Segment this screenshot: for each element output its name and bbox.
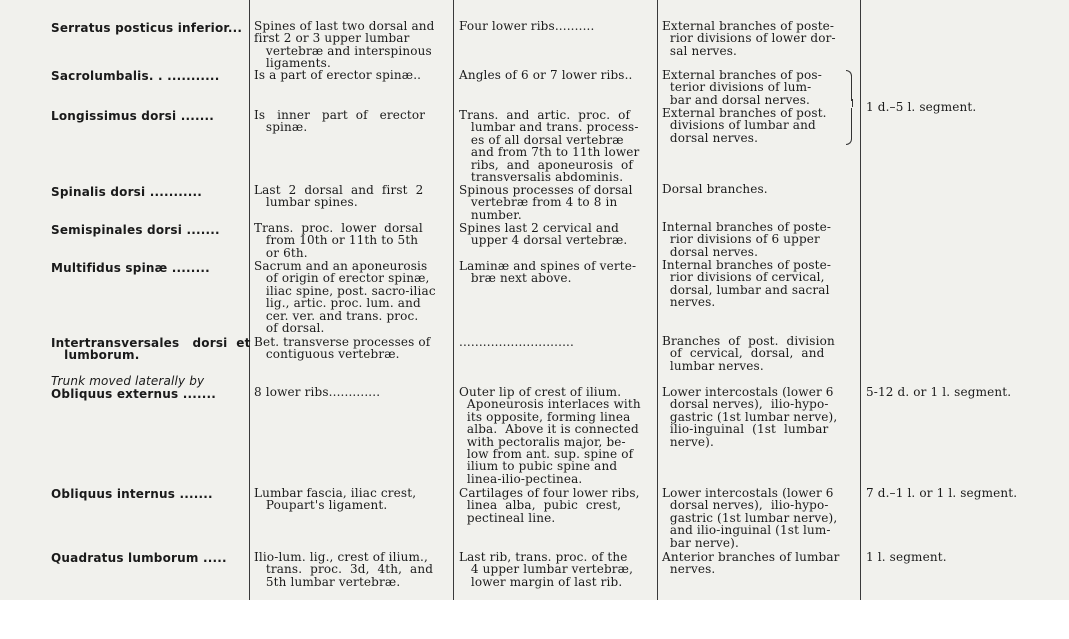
origin-cell: 8 lower ribs............. <box>254 385 381 399</box>
muscle-name: Intertransversales dorsi et lumborum. <box>51 336 251 363</box>
insertion-cell: Cartilages of four lower ribs, linea alba, pubic crest, pectineal line. <box>459 486 640 525</box>
column-divider <box>657 0 658 600</box>
muscle-name: Semispinales dorsi ....... <box>51 223 220 237</box>
muscle-name: Longissimus dorsi ....... <box>51 109 214 123</box>
origin-cell: Ilio-lum. lig., crest of ilium., trans. proc. 3d, 4th, and 5th lumbar vertebræ. <box>254 550 434 589</box>
segment-cell: 7 d.–1 l. or 1 l. segment. <box>866 486 1018 500</box>
insertion-cell: Outer lip of crest of ilium. Aponeurosis interlaces with its opposite, forming linea alba. Above it is connected with pectoralis major, be- low from ant. sup. spine of ilium to pubic spine and linea-ilio-pectinea. <box>459 385 641 486</box>
nerve-cell: Internal branches of poste- rior divisions of cervical, dorsal, lumbar and sacral nerves. <box>662 258 832 310</box>
segment-cell: 1 d.–5 l. segment. <box>866 100 977 114</box>
page-margin <box>0 600 1069 639</box>
muscle-name: Obliquus externus ....... <box>51 387 217 401</box>
muscle-name: Obliquus internus ....... <box>51 487 213 501</box>
insertion-cell: Last rib, trans. proc. of the 4 upper lumbar vertebræ, lower margin of last rib. <box>459 550 634 589</box>
muscle-name: Sacrolumbalis. . ........... <box>51 69 220 83</box>
insertion-cell: Trans. and artic. proc. of lumbar and trans. process- es of all dorsal vertebræ and from 7th to 11th lower ribs, and aponeurosis of transversalis abdominis. <box>459 108 640 185</box>
segment-cell: 5-12 d. or 1 l. segment. <box>866 385 1012 399</box>
origin-cell: Last 2 dorsal and first 2 lumbar spines. <box>254 183 424 210</box>
nerve-cell: Branches of post. division of cervical, dorsal, and lumbar nerves. <box>662 334 835 373</box>
muscle-name: Spinalis dorsi ........... <box>51 185 203 199</box>
origin-cell: Bet. transverse processes of contiguous vertebræ. <box>254 335 431 362</box>
origin-cell: Lumbar fascia, iliac crest, Poupart's ligament. <box>254 486 417 513</box>
nerve-cell: External branches of post. divisions of lumbar and dorsal nerves. <box>662 106 827 145</box>
nerve-cell: Dorsal branches. <box>662 182 768 196</box>
insertion-cell: Four lower ribs.......... <box>459 19 595 33</box>
origin-cell: Trans. proc. lower dorsal from 10th or 11th to 5th or 6th. <box>254 221 423 260</box>
muscle-name: Multifidus spinæ ........ <box>51 261 210 275</box>
origin-cell: Spines of last two dorsal and first 2 or 3 upper lumbar vertebræ and interspinous ligaments. <box>254 19 435 71</box>
insertion-cell: Spinous processes of dorsal vertebræ from 4 to 8 in number. <box>459 183 633 222</box>
nerve-cell: Internal branches of poste- rior divisions of 6 upper dorsal nerves. <box>662 220 832 259</box>
insertion-cell: Angles of 6 or 7 lower ribs.. <box>459 68 633 82</box>
column-divider <box>453 0 454 600</box>
nerve-cell: External branches of pos- terior divisions of lum- bar and dorsal nerves. <box>662 68 822 107</box>
nerve-cell: Lower intercostals (lower 6 dorsal nerves), ilio-hypo- gastric (1st lumbar nerve), ilio-inguinal (1st lumbar nerve). <box>662 385 838 449</box>
origin-cell: Is inner part of erector spinæ. <box>254 108 426 135</box>
bracket-tip <box>852 99 858 107</box>
origin-cell: Sacrum and an aponeurosis of origin of erector spinæ, iliac spine, post. sacro-iliac lig., artic. proc. lum. and cer. ver. and trans. proc. of dorsal. <box>254 259 436 336</box>
nerve-cell: External branches of poste- rior divisions of lower dor- sal nerves. <box>662 19 836 58</box>
muscle-name: Serratus posticus inferior... <box>51 21 243 35</box>
insertion-cell: Spines last 2 cervical and upper 4 dorsal vertebræ. <box>459 221 628 248</box>
insertion-cell: ............................. <box>459 335 574 349</box>
section-heading: Trunk moved laterally by <box>51 374 205 388</box>
origin-cell: Is a part of erector spinæ.. <box>254 68 422 82</box>
insertion-cell: Laminæ and spines of verte- bræ next above. <box>459 259 637 286</box>
column-divider <box>860 0 861 600</box>
bracket <box>846 108 852 145</box>
nerve-cell: Lower intercostals (lower 6 dorsal nerves), ilio-hypo- gastric (1st lumbar nerve), and ilio-inguinal (1st lum- bar nerve). <box>662 486 838 550</box>
bracket <box>846 70 852 101</box>
nerve-cell: Anterior branches of lumbar nerves. <box>662 550 840 577</box>
column-divider <box>249 0 250 600</box>
segment-cell: 1 l. segment. <box>866 550 947 564</box>
muscle-name: Quadratus lumborum ..... <box>51 551 227 565</box>
